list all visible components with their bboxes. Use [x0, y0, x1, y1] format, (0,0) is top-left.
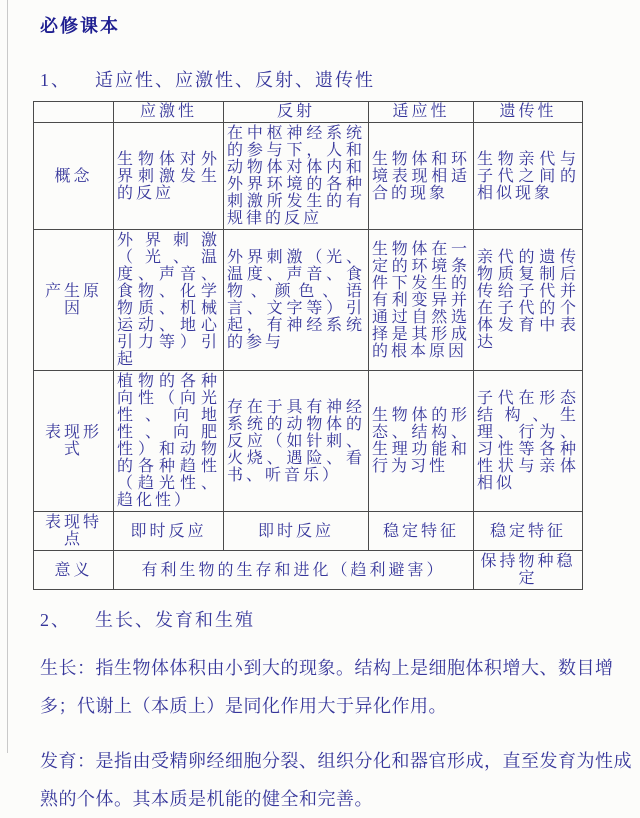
- table-header-row: [34, 102, 583, 123]
- feature-adaptability-cell: 稳定特征: [369, 512, 474, 551]
- development-paragraph: 发育：是指由受精卵经细胞分裂、组织分化和器官形成，直至发育为性成熟的个体。其本质是机能的健全和完善。: [40, 751, 632, 809]
- feature-irritability-cell: 即时反应: [114, 512, 224, 551]
- col-header-adaptability: 适应性: [369, 102, 474, 123]
- section-1-title: 适应性、应激性、反射、遗传性: [95, 70, 375, 90]
- cause-adaptability-cell: 生物体在一定的环境条件下发生的有利变异并通过自然选择是其形成的根本原因: [369, 230, 474, 371]
- concept-row: [34, 123, 583, 230]
- feature-reflex-cell: 即时反应: [224, 512, 369, 551]
- section-1-number: 1、: [40, 70, 71, 90]
- page-title: 必修课本: [40, 16, 120, 36]
- cause-irritability-cell: 外界刺激（光、温度、声音、食物、化学物质、机械运动、地心引力等）引起: [114, 230, 224, 371]
- feature-row: [34, 512, 583, 551]
- section-2-number: 2、: [40, 610, 71, 630]
- feature-row-label: 表现特点: [34, 512, 114, 551]
- cause-row-label: 产生原因: [34, 230, 114, 371]
- section-2-heading: [40, 606, 640, 632]
- concept-adaptability-cell: 生物体和环境表现相适合的现象: [369, 123, 474, 230]
- concept-reflex-cell: 在中枢神经系统的参与下，人和动物体对体内和外界环境的各种刺激所发生的有规律的反应: [224, 123, 369, 230]
- feature-heredity-cell: 稳定特征: [474, 512, 583, 551]
- manifestation-adaptability-cell: 生物体的形态、结构、生理功能和行为习性: [369, 371, 474, 512]
- significance-row: [34, 551, 583, 590]
- significance-merged-cell: 有利生物的生存和进化（趋利避害）: [114, 551, 474, 590]
- col-header-irritability: 应激性: [114, 102, 224, 123]
- scan-edge-artifact: [7, 0, 8, 753]
- manifestation-heredity-cell: 子代在形态结构、生理、行为、习性等各种性状与亲体相似: [474, 371, 583, 512]
- concept-row-label: 概念: [34, 123, 114, 230]
- significance-heredity-cell: 保持物种稳定: [474, 551, 583, 590]
- manifestation-row-label: 表现形式: [34, 371, 114, 512]
- significance-row-label: 意义: [34, 551, 114, 590]
- growth-paragraph: 生长：指生物体体积由小到大的现象。结构上是细胞体积增大、数目增多；代谢上（本质上）是同化作用大于异化作用。: [40, 658, 614, 716]
- manifestation-irritability-cell: 植物的各种向性（向光性、向地性、向肥性）和动物的各种趋性（趋光性、趋化性）: [114, 371, 224, 512]
- cause-heredity-cell: 亲代的遗传物质复制后传给子代并在子代的个体发育中表达: [474, 230, 583, 371]
- manifestation-row: [34, 371, 583, 512]
- section-2-title: 生长、发育和生殖: [95, 610, 255, 630]
- manifestation-reflex-cell: 存在于具有神经系统的动物体的反应（如针刺、火烧、遇险、看书、听音乐）: [224, 371, 369, 512]
- section-1-heading: [40, 66, 640, 92]
- cause-reflex-cell: 外界刺激（光、温度、声音、食物、颜色、语言、文字等）引起，有神经系统的参与: [224, 230, 369, 371]
- cause-row: [34, 230, 583, 371]
- col-header-blank: [34, 102, 114, 123]
- col-header-heredity: 遗传性: [474, 102, 583, 123]
- concept-heredity-cell: 生物亲代与子代之间的相似现象: [474, 123, 583, 230]
- biology-properties-table: [33, 101, 583, 590]
- concept-irritability-cell: 生物体对外界刺激发生的反应: [114, 123, 224, 230]
- col-header-reflex: 反射: [224, 102, 369, 123]
